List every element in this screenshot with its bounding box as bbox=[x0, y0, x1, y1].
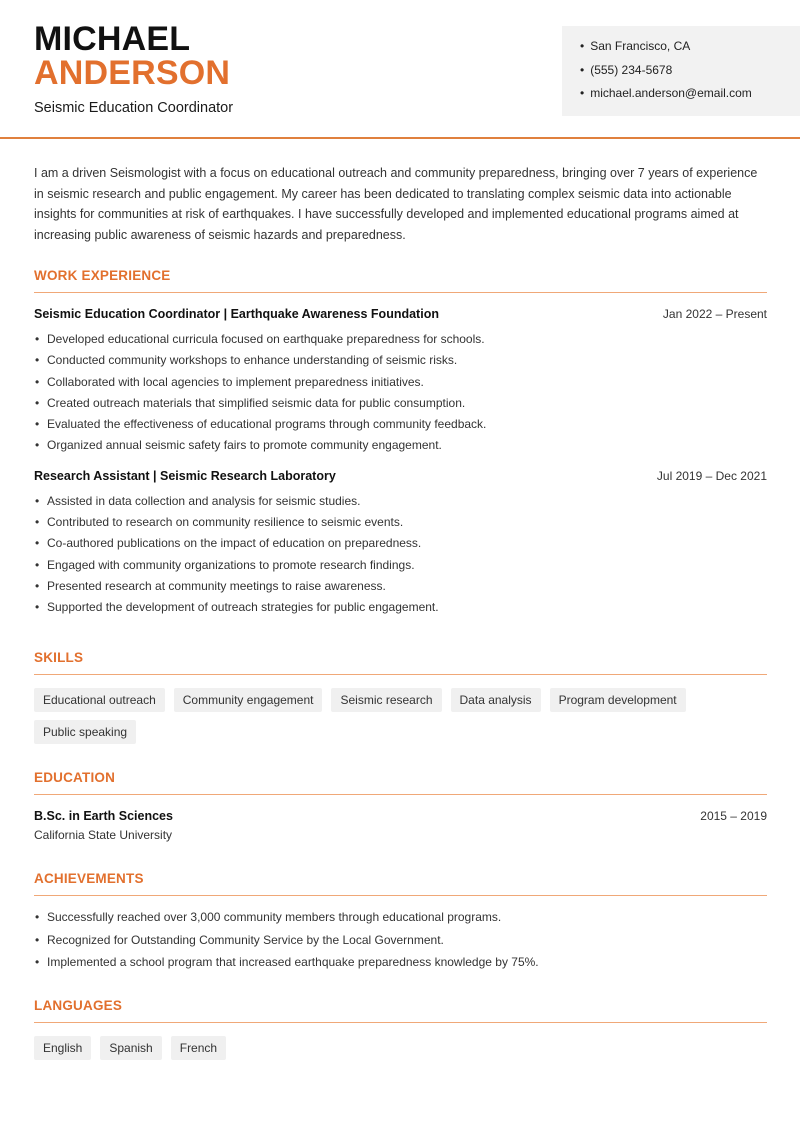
contact-phone: • (555) 234-5678 bbox=[580, 60, 800, 84]
skill-tags bbox=[34, 688, 767, 744]
last-name: ANDERSON bbox=[34, 54, 231, 92]
skill-tag: Program development bbox=[550, 688, 686, 712]
list-item: • Assisted in data collection and analysis for seismic studies. bbox=[47, 491, 767, 512]
school-name: California State University bbox=[34, 828, 173, 842]
list-item: • Evaluated the effectiveness of educational programs through community feedback. bbox=[47, 414, 767, 435]
contact-box bbox=[562, 26, 800, 116]
list-item: • Engaged with community organizations to promote research findings. bbox=[47, 555, 767, 576]
job-bullets bbox=[34, 329, 767, 457]
list-item: • Co-authored publications on the impact of education on preparedness. bbox=[47, 533, 767, 554]
education-date: 2015 – 2019 bbox=[700, 809, 767, 823]
language-tag: French bbox=[171, 1036, 226, 1060]
candidate-name bbox=[34, 22, 230, 90]
list-item: • Supported the development of outreach strategies for public engagement. bbox=[47, 597, 767, 618]
languages-section bbox=[34, 996, 767, 1060]
job-header bbox=[34, 307, 767, 321]
language-tag: English bbox=[34, 1036, 91, 1060]
education-header bbox=[34, 809, 767, 823]
degree: B.Sc. in Earth Sciences bbox=[34, 809, 173, 823]
contact-email: • michael.anderson@email.com bbox=[580, 83, 800, 107]
section-title: ACHIEVEMENTS bbox=[34, 869, 767, 896]
skill-tag: Community engagement bbox=[174, 688, 323, 712]
job-bullets bbox=[34, 491, 767, 619]
section-title: LANGUAGES bbox=[34, 996, 767, 1023]
language-tag: Spanish bbox=[100, 1036, 161, 1060]
list-item: • Organized annual seismic safety fairs to promote community engagement. bbox=[47, 435, 767, 456]
list-item: • Successfully reached over 3,000 community members through educational programs. bbox=[47, 906, 767, 929]
job-title: Research Assistant | Seismic Research Laboratory bbox=[34, 468, 336, 483]
list-item: • Contributed to research on community resilience to seismic events. bbox=[47, 512, 767, 533]
education-section bbox=[34, 768, 767, 842]
list-item: • Presented research at community meetings to raise awareness. bbox=[47, 576, 767, 597]
section-title: SKILLS bbox=[34, 648, 767, 675]
skill-tag: Data analysis bbox=[451, 688, 541, 712]
job-header bbox=[34, 469, 767, 483]
job-date: Jan 2022 – Present bbox=[662, 307, 767, 321]
skill-tag: Public speaking bbox=[34, 720, 136, 744]
skill-tag: Educational outreach bbox=[34, 688, 165, 712]
skills-section bbox=[34, 648, 767, 744]
section-title: WORK EXPERIENCE bbox=[34, 266, 767, 293]
job-date: Jul 2019 – Dec 2021 bbox=[656, 468, 767, 483]
job-role: Seismic Education Coordinator bbox=[34, 100, 234, 116]
skill-tag: Seismic research bbox=[331, 688, 441, 712]
work-experience-section bbox=[34, 266, 767, 619]
list-item: • Conducted community workshops to enhance understanding of seismic risks. bbox=[47, 350, 767, 371]
resume-header bbox=[0, 0, 800, 139]
first-name: MICHAEL bbox=[34, 20, 191, 58]
profile-summary: I am a driven Seismologist with a focus on educational outreach and community preparedness, bringing over 7 years of experience in seismic research and public engagement. My career has been dedicated to translating complex seismic data into actionable insights for communities at risk of earthquakes. I have successfully developed and implemented educational programs aimed at increasing public awareness of seismic hazards and preparedness. bbox=[34, 166, 758, 243]
section-title: EDUCATION bbox=[34, 768, 767, 795]
contact-location: • San Francisco, CA bbox=[580, 36, 800, 60]
list-item: • Developed educational curricula focused on earthquake preparedness for schools. bbox=[47, 329, 767, 350]
list-item: • Created outreach materials that simplified seismic data for public consumption. bbox=[47, 393, 767, 414]
language-tags bbox=[34, 1036, 767, 1060]
list-item: • Implemented a school program that increased earthquake preparedness knowledge by 75%. bbox=[47, 951, 767, 974]
list-item: • Recognized for Outstanding Community Service by the Local Government. bbox=[47, 929, 767, 952]
job-title: Seismic Education Coordinator | Earthquake Awareness Foundation bbox=[34, 307, 439, 321]
list-item: • Collaborated with local agencies to implement preparedness initiatives. bbox=[47, 372, 767, 393]
achievements-section bbox=[34, 869, 767, 974]
achievement-list bbox=[34, 906, 767, 974]
